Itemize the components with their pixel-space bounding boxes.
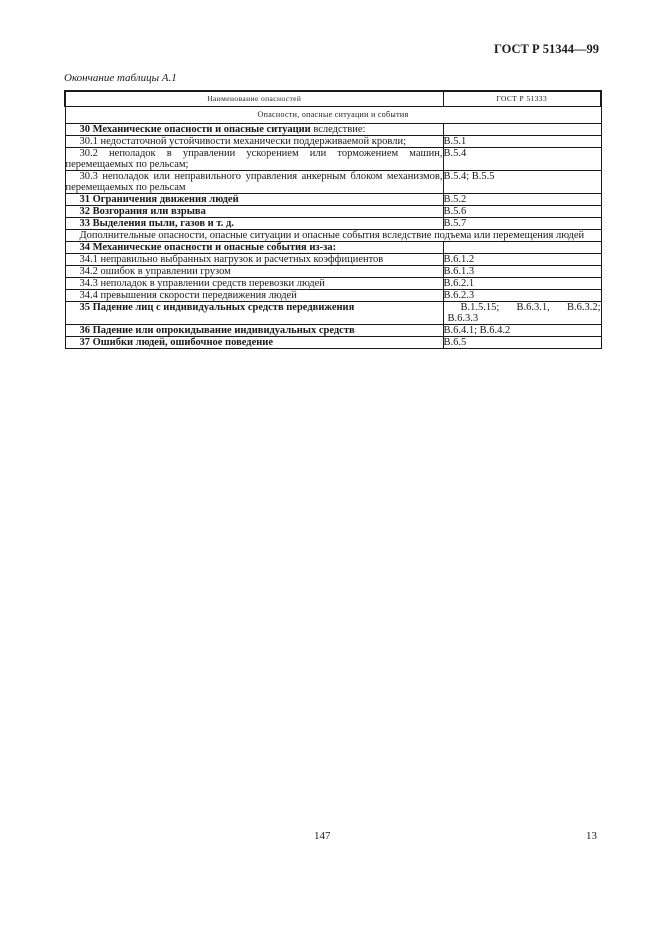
table-row — [65, 290, 601, 302]
row-name: 34.2 ошибок в управлении грузом — [65, 266, 443, 278]
row-name: 33 Выделения пыли, газов и т. д. — [65, 218, 443, 230]
table-row — [65, 136, 601, 148]
hazards-table — [64, 90, 602, 349]
table-row — [65, 337, 601, 349]
row-ref: В.6.2.1 — [443, 278, 601, 290]
group-row — [65, 107, 601, 124]
table-row — [65, 278, 601, 290]
column-header-ref: ГОСТ Р 51333 — [443, 91, 601, 107]
page-number: 147 — [314, 830, 331, 842]
row-name: 35 Падение лиц с индивидуальных средств передвижения — [65, 302, 443, 325]
group-label: Опасности, опасные ситуации и события — [65, 107, 601, 124]
table-row — [65, 242, 601, 254]
row-ref: В.5.4 — [443, 148, 601, 171]
row-name: 37 Ошибки людей, ошибочное поведение — [65, 337, 443, 349]
table-row — [65, 325, 601, 337]
table-row — [65, 218, 601, 230]
row-ref: В.6.1.2 — [443, 254, 601, 266]
row-name: 34.1 неправильно выбранных нагрузок и расчетных коэффициентов — [65, 254, 443, 266]
document-code: ГОСТ Р 51344—99 — [493, 42, 599, 56]
table-row — [65, 266, 601, 278]
row-ref: В.5.7 — [443, 218, 601, 230]
table-row — [65, 302, 601, 325]
row-ref: В.1.5.15; В.6.3.1, В.6.3.2; В.6.3.3 — [443, 302, 601, 325]
row-ref: В.6.5 — [443, 337, 601, 349]
row-ref: В.5.4; В.5.5 — [443, 171, 601, 194]
table-header-row — [65, 91, 601, 107]
section-text: Дополнительные опасности, опасные ситуации и опасные события вследствие подъема или перемещения людей — [65, 230, 601, 242]
sheet-number: 13 — [586, 830, 597, 842]
row-name: 30.2 неполадок в управлении ускорением или торможением машин, перемещаемых по рельсам; — [65, 148, 443, 170]
section-row — [65, 230, 601, 242]
row-ref: В.5.2 — [443, 194, 601, 206]
table-row — [65, 148, 601, 171]
row-name: 30.3 неполадок или неправильного управления анкерным блоком механизмов, перемещаемых по рельсам — [65, 171, 443, 193]
row-name — [65, 124, 443, 136]
row-name-tail: вследствие: — [310, 124, 366, 135]
row-name: 34.3 неполадок в управлении средств перевозки людей — [65, 278, 443, 290]
row-ref: В.5.1 — [443, 136, 601, 148]
row-name: 34.4 превышения скорости передвижения людей — [65, 290, 443, 302]
row-name: 36 Падение или опрокидывание индивидуальных средств — [65, 325, 443, 337]
table-row — [65, 194, 601, 206]
table-row — [65, 254, 601, 266]
row-ref: В.6.4.1; В.6.4.2 — [443, 325, 601, 337]
table-caption: Окончание таблицы А.1 — [64, 72, 177, 84]
row-ref: В.6.2.3 — [443, 290, 601, 302]
table-row — [65, 206, 601, 218]
table-row — [65, 124, 601, 136]
row-ref: В.5.6 — [443, 206, 601, 218]
row-name: 31 Ограничения движения людей — [65, 194, 443, 206]
row-name-bold: 30 Механические опасности и опасные ситуации — [79, 124, 311, 135]
column-header-name: Наименование опасностей — [65, 91, 443, 107]
row-name: 30.1 недостаточной устойчивости механически поддерживаемой кровли; — [65, 136, 443, 148]
table-row — [65, 171, 601, 194]
row-ref — [443, 124, 601, 136]
row-ref — [443, 242, 601, 254]
row-name: 32 Возгорания или взрыва — [65, 206, 443, 218]
row-name: 34 Механические опасности и опасные события из-за: — [65, 242, 443, 254]
row-ref: В.6.1.3 — [443, 266, 601, 278]
